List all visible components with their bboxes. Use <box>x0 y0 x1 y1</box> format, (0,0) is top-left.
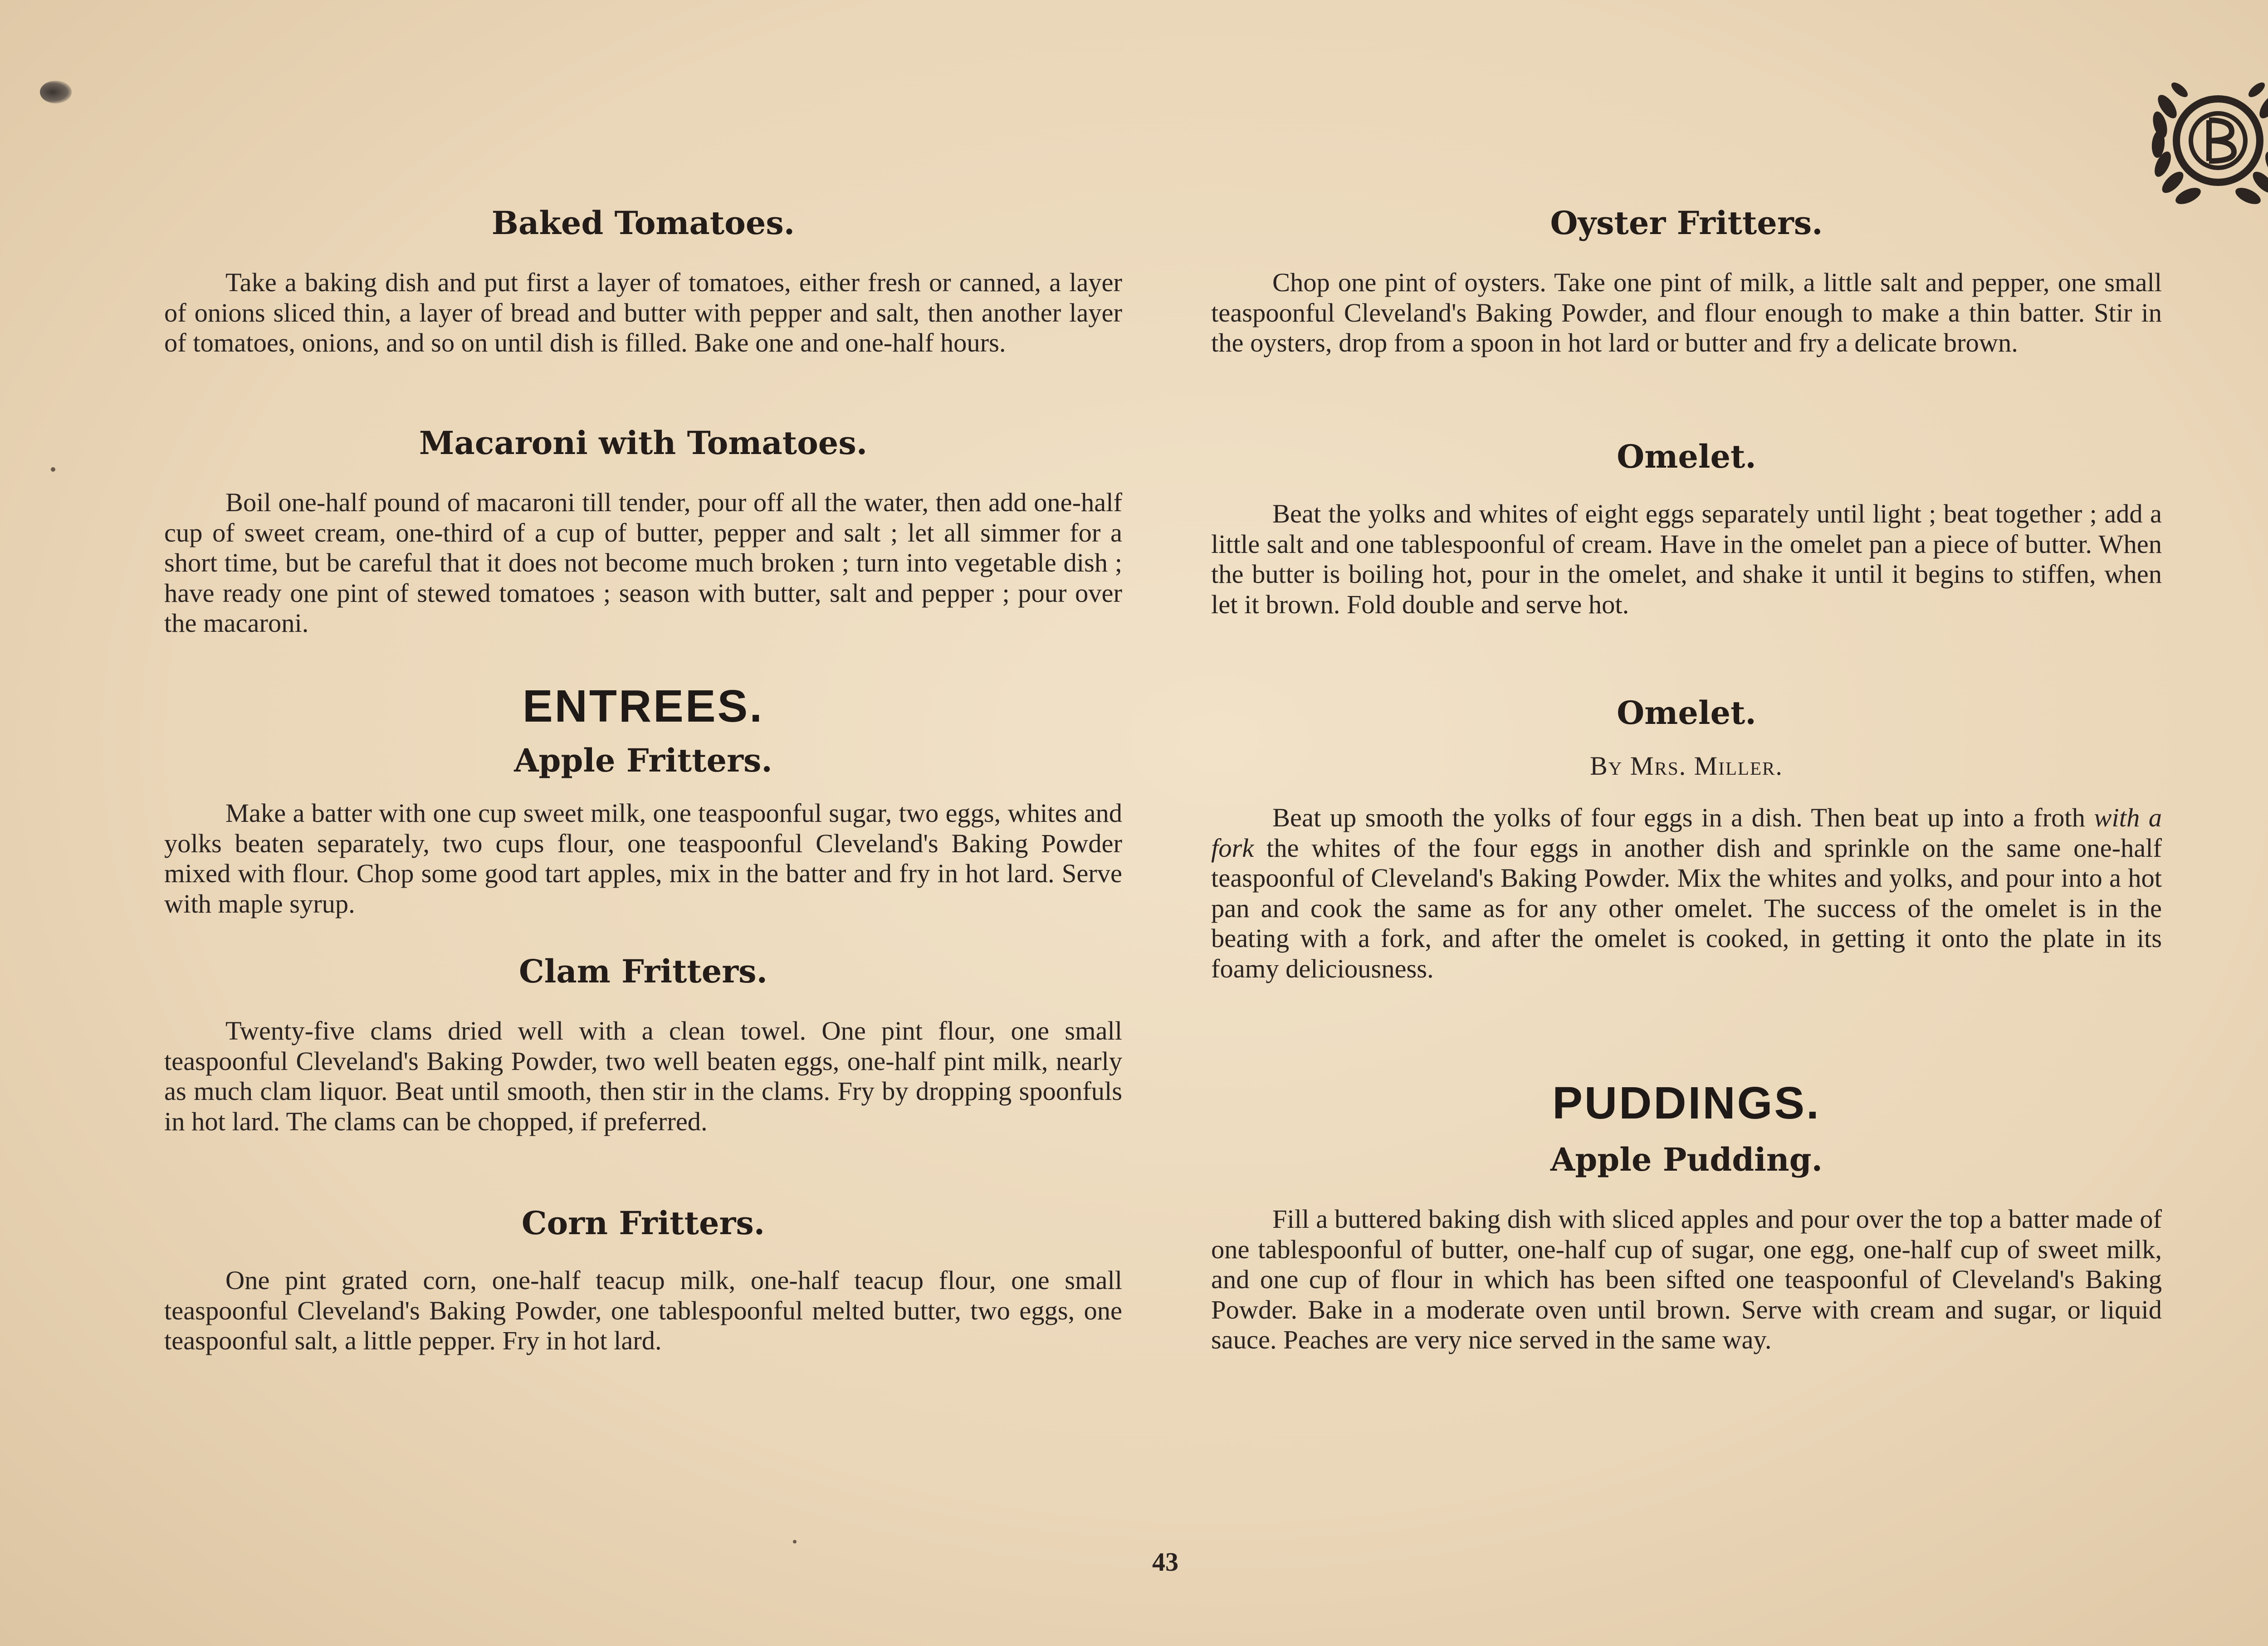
recipe-body-apple-pudding: Fill a buttered baking dish with sliced apples and pour over the top a batter made of one tablespoonful of butter, one-half cup of sugar, one egg, one-half cup of sweet milk, and one cup of flour in which has been sifted one teaspoonful of Cleveland's Baking Powder. Bake in a moderate oven until brown. Serve with cream and sugar, or liquid sauce. Peaches are very nice served in the same way. <box>1211 1204 2162 1354</box>
body-text: the whites of the four eggs in another dish and sprinkle on the same one-half teaspoonful of Cleveland's Baking Powder. Mix the whites and yolks, and pour into a hot pan and cook the same as for any other omelet. The success of the omelet is in the beating with a fork, and after the omelet is cooked, in getting it onto the plate in its foamy deliciousness. <box>1211 833 2162 983</box>
binding-hole <box>40 81 72 103</box>
recipe-body-clam-fritters: Twenty-five clams dried well with a clean towel. One pint flour, one small teaspoonful Cleveland's Baking Powder, two well beaten eggs, one-half pint milk, nearly as much clam liquor. Beat until smooth, then stir in the clams. Fry by dropping spoonfuls in hot lard. The clams can be chopped, if preferred. <box>164 1016 1122 1136</box>
recipe-title-macaroni-with-tomatoes: Macaroni with Tomatoes. <box>419 424 868 462</box>
recipe-byline: By Mrs. Miller. <box>1590 751 1783 781</box>
body-text: Beat up smooth the yolks of four eggs in a dish. Then beat up into a froth <box>1272 803 2094 832</box>
section-heading-entrees: ENTREES. <box>522 681 764 732</box>
body-emphasis: with a fork <box>1211 803 2162 863</box>
recipe-title-clam-fritters: Clam Fritters. <box>519 952 767 990</box>
recipe-title-oyster-fritters: Oyster Fritters. <box>1550 204 1823 242</box>
page-number: 43 <box>1152 1547 1178 1577</box>
recipe-body-macaroni-with-tomatoes: Boil one-half pound of macaroni till tender, pour off all the water, then add one-half cup of sweet cream, one-third of a cup of butter, pepper and salt ; let all simmer for a short time, but be careful that it does not become much broken ; turn into vegetable dish ; have ready one pint of stewed tomatoes ; season with butter, salt and pepper ; pour over the macaroni. <box>164 488 1122 638</box>
section-heading-puddings: PUDDINGS. <box>1552 1078 1821 1128</box>
paper-speck <box>51 467 55 472</box>
recipe-title-corn-fritters: Corn Fritters. <box>521 1204 765 1242</box>
recipe-body-omelet-miller <box>1211 803 2162 984</box>
recipe-body-baked-tomatoes: Take a baking dish and put first a layer of tomatoes, either fresh or canned, a layer of onions sliced thin, a layer of bread and butter with pepper and salt, then another layer of tomatoes, onions, and so on until dish is filled. Bake one and one-half hours. <box>164 268 1122 357</box>
recipe-title-omelet-miller: Omelet. <box>1617 694 1756 732</box>
recipe-body-omelet: Beat the yolks and whites of eight eggs separately until light ; beat together ; add a little salt and one tablespoonful of cream. Have in the omelet pan a piece of butter. When the butter is boiling hot, pour in the omelet, and shake it until it begins to stiffen, when let it brown. Fold double and serve hot. <box>1211 499 2162 619</box>
recipe-title-baked-tomatoes: Baked Tomatoes. <box>491 204 795 242</box>
recipe-body-oyster-fritters: Chop one pint of oysters. Take one pint of milk, a little salt and pepper, one small teaspoonful Cleveland's Baking Powder, and flour enough to make a thin batter. Stir in the oysters, drop from a spoon in hot lard or butter and fry a delicate brown. <box>1211 268 2162 357</box>
recipe-title-apple-pudding: Apple Pudding. <box>1550 1141 1823 1178</box>
paper-speck <box>793 1540 797 1543</box>
recipe-body-apple-fritters: Make a batter with one cup sweet milk, one teaspoonful sugar, two eggs, whites and yolks beaten separately, two cups flour, one teaspoonful Cleveland's Baking Powder mixed with flour. Chop some good tart apples, mix in the batter and fry in hot lard. Serve with maple syrup. <box>164 798 1122 918</box>
recipe-body-corn-fritters: One pint grated corn, one-half teacup milk, one-half teacup flour, one small teaspoonful Cleveland's Baking Powder, one tablespoonful melted butter, two eggs, one teaspoonful salt, a little pepper. Fry in hot lard. <box>164 1265 1122 1355</box>
recipe-title-omelet: Omelet. <box>1617 438 1756 475</box>
laurel-emblem-icon <box>2141 63 2268 218</box>
recipe-title-apple-fritters: Apple Fritters. <box>514 742 772 779</box>
